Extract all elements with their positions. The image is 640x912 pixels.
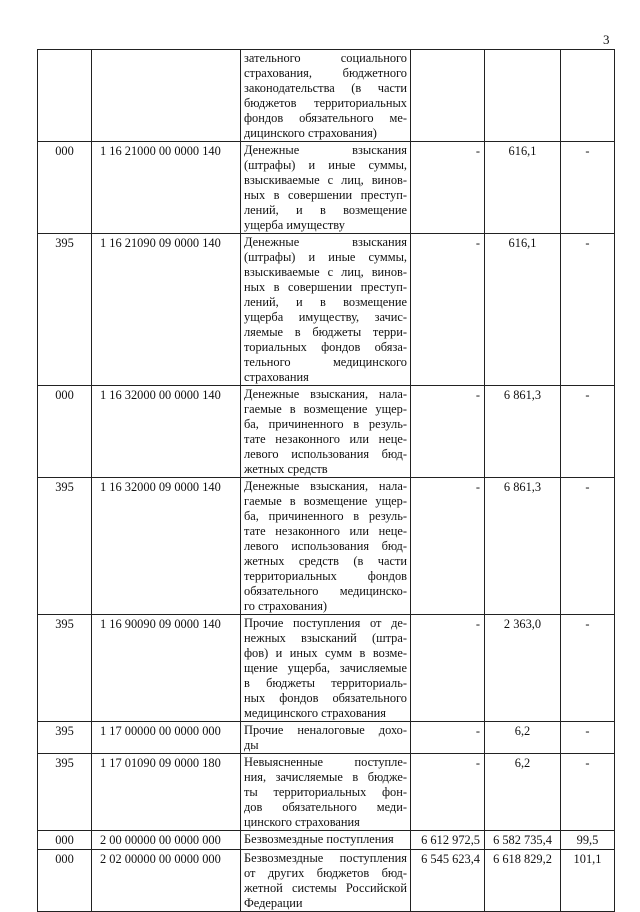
- revenue-name-cell: [241, 831, 411, 850]
- percent-cell: -: [561, 754, 615, 831]
- revenue-name-line: в бюджеты территориаль-: [244, 676, 407, 690]
- revenue-name-line: левого использования бюд-: [244, 539, 407, 553]
- revenue-name-line: Федерации: [244, 896, 303, 910]
- revenue-name-line: лений, и в возмещение: [244, 295, 407, 309]
- table-row: [38, 50, 615, 142]
- revenue-name-line: от других бюджетов бюд-: [244, 866, 407, 880]
- revenue-name-line: страхования, бюджетного: [244, 66, 407, 80]
- revenue-name-line: страхования: [244, 370, 309, 384]
- revenue-name-line: щение ущерба, зачисляемые: [244, 661, 407, 675]
- revenue-name-line: цинского страхования: [244, 815, 360, 829]
- revenue-name-line: Невыясненные поступле-: [244, 755, 407, 769]
- revenue-name-line: фондов обязательного ме-: [244, 111, 407, 125]
- percent-cell: -: [561, 615, 615, 722]
- plan-value-cell: 6 612 972,5: [411, 831, 485, 850]
- revenue-name-cell: [241, 386, 411, 478]
- admin-code-cell: 395: [38, 478, 92, 615]
- revenue-name-line: ды: [244, 738, 259, 752]
- revenue-name-cell: [241, 754, 411, 831]
- revenue-name-line: зательного социального: [244, 51, 407, 65]
- revenue-name-line: жетной системы Российской: [244, 881, 407, 895]
- revenue-name-line: Денежные взыскания: [244, 235, 407, 249]
- percent-cell: -: [561, 234, 615, 386]
- admin-code-cell: 395: [38, 234, 92, 386]
- revenue-name-line: обязательного медицинско-: [244, 584, 407, 598]
- plan-value-cell: -: [411, 142, 485, 234]
- revenue-name-line: ба, причиненного в резуль-: [244, 417, 407, 431]
- revenue-name-line: Денежные взыскания: [244, 143, 407, 157]
- revenue-name-cell: [241, 234, 411, 386]
- revenue-name-line: взыскиваемые с лиц, винов-: [244, 173, 407, 187]
- revenue-name-line: гаемые в возмещение ущер-: [244, 494, 407, 508]
- plan-value-cell: -: [411, 754, 485, 831]
- revenue-name-line: тельного медицинского: [244, 355, 407, 369]
- revenue-name-line: Безвозмездные поступления: [244, 832, 394, 846]
- revenue-name-line: ущерба имуществу, зачис-: [244, 310, 407, 324]
- revenue-name-line: законодательства (в части: [244, 81, 407, 95]
- revenue-name-line: дицинского страхования): [244, 126, 377, 140]
- revenue-name-line: взыскиваемые с лиц, винов-: [244, 265, 407, 279]
- percent-cell: [561, 50, 615, 142]
- fact-value-cell: 6 618 829,2: [485, 850, 561, 912]
- revenue-name-line: ба, причиненного в резуль-: [244, 509, 407, 523]
- fact-value-cell: 2 363,0: [485, 615, 561, 722]
- revenue-name-cell: [241, 850, 411, 912]
- admin-code-cell: [38, 50, 92, 142]
- revenue-name-line: жетных средств: [244, 462, 328, 476]
- budget-classification-code-cell: [92, 50, 241, 142]
- revenue-name-line: левого использования бюд-: [244, 447, 407, 461]
- plan-value-cell: -: [411, 386, 485, 478]
- fact-value-cell: [485, 50, 561, 142]
- revenue-name-cell: [241, 615, 411, 722]
- admin-code-cell: 000: [38, 142, 92, 234]
- table-row: [38, 234, 615, 386]
- page-number: 3: [603, 32, 610, 47]
- budget-classification-code-cell: 1 16 21090 09 0000 140: [92, 234, 241, 386]
- fact-value-cell: 616,1: [485, 234, 561, 386]
- table-body: [38, 50, 615, 912]
- budget-classification-code-cell: 1 16 21000 00 0000 140: [92, 142, 241, 234]
- table-row: [38, 831, 615, 850]
- revenue-name-line: Денежные взыскания, нала-: [244, 387, 407, 401]
- table-row: [38, 754, 615, 831]
- percent-cell: -: [561, 478, 615, 615]
- revenue-name-line: ториальных фондов обяза-: [244, 340, 407, 354]
- fact-value-cell: 6 582 735,4: [485, 831, 561, 850]
- table-row: [38, 142, 615, 234]
- revenue-name-line: дов обязательного меди-: [244, 800, 407, 814]
- revenue-name-line: ущерба имуществу: [244, 218, 345, 232]
- percent-cell: 101,1: [561, 850, 615, 912]
- fact-value-cell: 6 861,3: [485, 478, 561, 615]
- revenue-name-line: фов) и иных сумм в возме-: [244, 646, 407, 660]
- revenue-name-line: ных фондов обязательного: [244, 691, 407, 705]
- table-row: [38, 615, 615, 722]
- revenue-name-line: Денежные взыскания, нала-: [244, 479, 407, 493]
- plan-value-cell: -: [411, 615, 485, 722]
- revenue-name-cell: [241, 142, 411, 234]
- admin-code-cell: 395: [38, 615, 92, 722]
- fact-value-cell: 6 861,3: [485, 386, 561, 478]
- revenue-name-line: Прочие неналоговые дохо-: [244, 723, 407, 737]
- revenue-name-line: лений, и в возмещение: [244, 203, 407, 217]
- admin-code-cell: 395: [38, 754, 92, 831]
- admin-code-cell: 000: [38, 831, 92, 850]
- budget-classification-code-cell: 1 16 32000 09 0000 140: [92, 478, 241, 615]
- percent-cell: -: [561, 386, 615, 478]
- table-row: [38, 386, 615, 478]
- plan-value-cell: -: [411, 478, 485, 615]
- fact-value-cell: 616,1: [485, 142, 561, 234]
- revenue-name-line: ния, зачисляемые в бюдже-: [244, 770, 407, 784]
- revenue-name-line: тате незаконного или неце-: [244, 524, 407, 538]
- admin-code-cell: 395: [38, 722, 92, 754]
- revenue-name-line: бюджетов территориальных: [244, 96, 407, 110]
- budget-revenue-table: [37, 49, 615, 912]
- percent-cell: -: [561, 722, 615, 754]
- percent-cell: 99,5: [561, 831, 615, 850]
- revenue-name-cell: [241, 478, 411, 615]
- revenue-name-line: гаемые в возмещение ущер-: [244, 402, 407, 416]
- revenue-name-line: ных в совершении преступ-: [244, 188, 407, 202]
- budget-classification-code-cell: 1 16 90090 09 0000 140: [92, 615, 241, 722]
- revenue-name-line: ляемые в бюджеты терри-: [244, 325, 407, 339]
- revenue-name-line: жетных средств (в части: [244, 554, 407, 568]
- percent-cell: -: [561, 142, 615, 234]
- revenue-name-line: ты территориальных фон-: [244, 785, 407, 799]
- table-row: [38, 722, 615, 754]
- budget-classification-code-cell: 1 16 32000 00 0000 140: [92, 386, 241, 478]
- revenue-name-line: медицинского страхования: [244, 706, 386, 720]
- plan-value-cell: -: [411, 234, 485, 386]
- revenue-name-line: (штрафы) и иные суммы,: [244, 250, 407, 264]
- revenue-name-line: нежных взысканий (штра-: [244, 631, 407, 645]
- budget-classification-code-cell: 2 02 00000 00 0000 000: [92, 850, 241, 912]
- fact-value-cell: 6,2: [485, 722, 561, 754]
- plan-value-cell: 6 545 623,4: [411, 850, 485, 912]
- revenue-name-line: Прочие поступления от де-: [244, 616, 407, 630]
- table-row: [38, 478, 615, 615]
- plan-value-cell: [411, 50, 485, 142]
- fact-value-cell: 6,2: [485, 754, 561, 831]
- budget-classification-code-cell: 1 17 01090 09 0000 180: [92, 754, 241, 831]
- revenue-name-cell: [241, 722, 411, 754]
- revenue-name-line: тате незаконного или неце-: [244, 432, 407, 446]
- plan-value-cell: -: [411, 722, 485, 754]
- revenue-name-line: территориальных фондов: [244, 569, 407, 583]
- revenue-name-line: ных в совершении преступ-: [244, 280, 407, 294]
- budget-classification-code-cell: 1 17 00000 00 0000 000: [92, 722, 241, 754]
- revenue-name-line: (штрафы) и иные суммы,: [244, 158, 407, 172]
- revenue-name-line: го страхования): [244, 599, 328, 613]
- table-row: [38, 850, 615, 912]
- admin-code-cell: 000: [38, 386, 92, 478]
- revenue-name-cell: [241, 50, 411, 142]
- revenue-name-line: Безвозмездные поступления: [244, 851, 407, 865]
- budget-classification-code-cell: 2 00 00000 00 0000 000: [92, 831, 241, 850]
- admin-code-cell: 000: [38, 850, 92, 912]
